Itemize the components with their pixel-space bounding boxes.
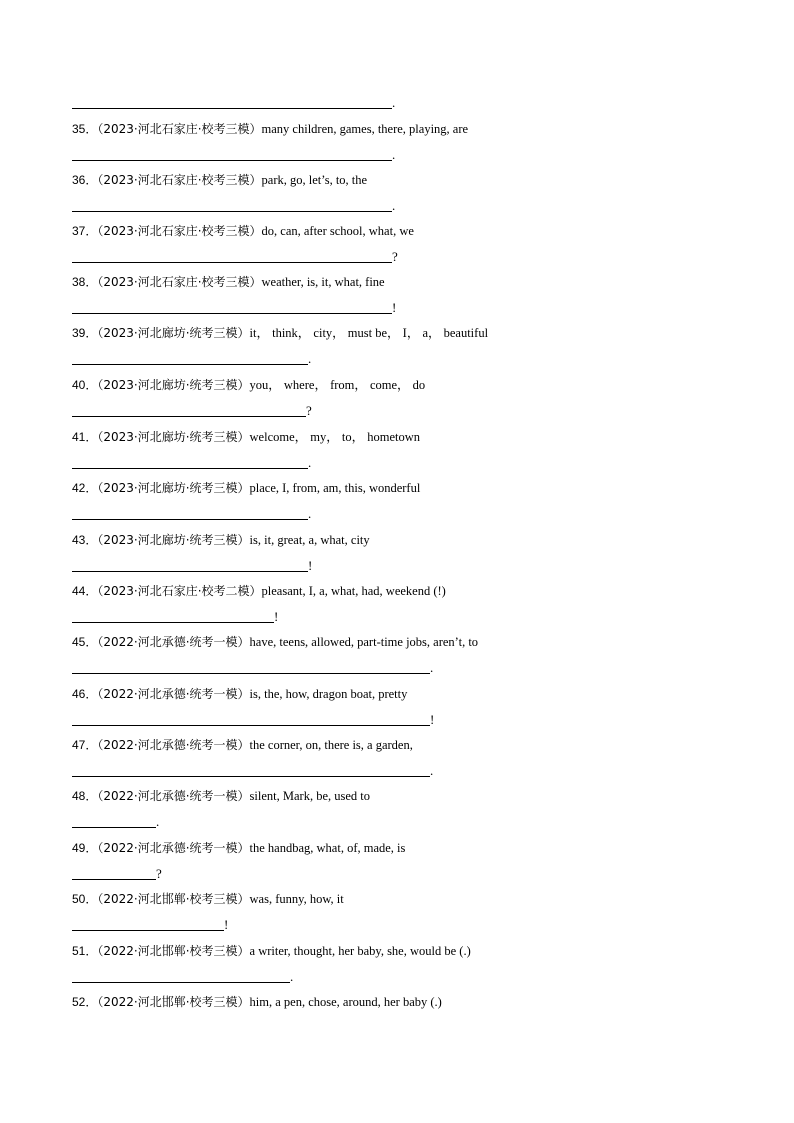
question-words: pleasant, I, a, what, had, weekend (!) (261, 584, 446, 598)
question-words: it， think， city， must be， I， a， beautiful (249, 326, 489, 340)
answer-line[interactable] (72, 250, 414, 266)
answer-line[interactable] (72, 507, 420, 523)
question-number: 45． (72, 635, 98, 649)
question-43 (72, 532, 370, 575)
answer-end-mark: ? (392, 249, 398, 264)
question-35 (72, 121, 468, 164)
answer-line[interactable] (72, 867, 405, 883)
answer-line[interactable] (72, 456, 420, 472)
question-51 (72, 943, 471, 986)
answer-line[interactable] (72, 404, 425, 420)
question-source: （2023·河北廊坊·统考三模） (97, 378, 250, 392)
question-number: 44． (72, 584, 98, 598)
question-source: （2023·河北廊坊·统考三模） (97, 533, 250, 547)
question-number: 46． (72, 687, 98, 701)
answer-line[interactable] (72, 712, 435, 729)
question-source: （2023·河北石家庄·校考三模） (97, 224, 262, 238)
answer-end-mark: . (308, 351, 312, 366)
question-number: 41． (72, 430, 98, 444)
answer-line[interactable] (72, 970, 471, 986)
question-number: 35． (72, 122, 98, 136)
answer-end-mark: ! (308, 558, 313, 573)
answer-line[interactable] (72, 198, 396, 215)
answer-end-mark: ? (156, 866, 162, 881)
question-number: 40． (72, 378, 98, 392)
question-36 (72, 172, 396, 215)
question-words: silent, Mark, be, used to (249, 789, 370, 803)
question-words: the handbag, what, of, made, is (249, 841, 406, 855)
question-source: （2023·河北廊坊·统考三模） (97, 430, 250, 444)
answer-line[interactable] (72, 300, 397, 317)
answer-end-mark: . (308, 506, 312, 521)
question-source: （2023·河北石家庄·校考三模） (97, 122, 262, 136)
question-number: 49． (72, 841, 98, 855)
question-source: （2023·河北廊坊·统考三模） (97, 326, 250, 340)
question-source: （2023·河北石家庄·校考三模） (97, 173, 262, 187)
question-words: weather, is, it, what, fine (261, 275, 385, 289)
question-number: 37． (72, 224, 98, 238)
answer-end-mark: ! (274, 609, 279, 624)
question-44 (72, 583, 446, 626)
question-words: is, the, how, dragon boat, pretty (249, 687, 408, 701)
question-37 (72, 223, 414, 266)
answer-line[interactable] (72, 763, 434, 780)
question-48 (72, 788, 370, 831)
question-words: the corner, on, there is, a garden, (249, 738, 413, 752)
question-source: （2022·河北邯郸·校考三模） (97, 944, 250, 958)
question-words: is, it, great, a, what, city (249, 533, 370, 547)
question-41 (72, 429, 420, 472)
question-words: you， where， from， come， do (249, 378, 426, 392)
question-39 (72, 325, 488, 368)
question-source: （2023·河北石家庄·校考三模） (97, 275, 262, 289)
question-42 (72, 480, 420, 523)
question-words: have, teens, allowed, part-time jobs, aren’t, to (249, 635, 479, 649)
question-source: （2022·河北承德·统考一模） (97, 635, 250, 649)
question-number: 52． (72, 995, 98, 1009)
question-source: （2023·河北石家庄·校考二模） (97, 584, 262, 598)
answer-end-mark: . (392, 147, 396, 162)
question-source: （2022·河北承德·统考一模） (97, 789, 250, 803)
question-number: 38． (72, 275, 98, 289)
question-source: （2022·河北承德·统考一模） (97, 841, 250, 855)
question-source: （2022·河北邯郸·校考三模） (97, 892, 250, 906)
question-45 (72, 634, 478, 677)
question-number: 48． (72, 789, 98, 803)
question-number: 47． (72, 738, 98, 752)
answer-line[interactable] (72, 918, 344, 934)
answer-end-mark: . (290, 969, 294, 984)
question-words: welcome， my， to， hometown (249, 430, 420, 444)
question-number: 51． (72, 944, 98, 958)
question-source: （2022·河北承德·统考一模） (97, 738, 250, 752)
question-words: park, go, let’s, to, the (261, 173, 368, 187)
question-number: 42． (72, 481, 98, 495)
answer-end-mark: . (392, 95, 396, 110)
question-49 (72, 840, 405, 883)
question-words: place, I, from, am, this, wonderful (249, 481, 421, 495)
question-words: was, funny, how, it (249, 892, 344, 906)
answer-line[interactable] (72, 815, 370, 831)
answer-line[interactable] (72, 559, 370, 575)
answer-end-mark: ! (392, 300, 397, 315)
answer-end-mark: . (430, 660, 434, 675)
answer-end-mark: ! (430, 712, 435, 727)
answer-line[interactable] (72, 148, 468, 164)
answer-end-mark: . (156, 814, 160, 829)
answer-end-mark: ! (224, 917, 229, 932)
question-words: many children, games, there, playing, are (261, 122, 469, 136)
question-40 (72, 377, 425, 420)
question-47 (72, 737, 434, 780)
answer-line[interactable] (72, 610, 446, 626)
question-source: （2022·河北承德·统考一模） (97, 687, 250, 701)
answer-end-mark: . (392, 198, 396, 213)
question-source: （2023·河北廊坊·统考三模） (97, 481, 250, 495)
question-words: him, a pen, chose, around, her baby (.) (249, 995, 442, 1009)
question-words: a writer, thought, her baby, she, would be (.) (249, 944, 471, 958)
question-source: （2022·河北邯郸·校考三模） (97, 995, 250, 1009)
answer-line[interactable] (72, 352, 488, 368)
answer-end-mark: . (308, 455, 312, 470)
question-number: 36． (72, 173, 98, 187)
question-number: 50． (72, 892, 98, 906)
answer-line[interactable] (72, 661, 478, 677)
question-38 (72, 274, 397, 317)
question-52 (72, 994, 442, 1010)
question-50 (72, 891, 344, 934)
question-number: 39． (72, 326, 98, 340)
answer-end-mark: . (430, 763, 434, 778)
question-46 (72, 686, 435, 729)
question-number: 43． (72, 533, 98, 547)
question-words: do, can, after school, what, we (261, 224, 414, 238)
answer-end-mark: ? (306, 403, 312, 418)
